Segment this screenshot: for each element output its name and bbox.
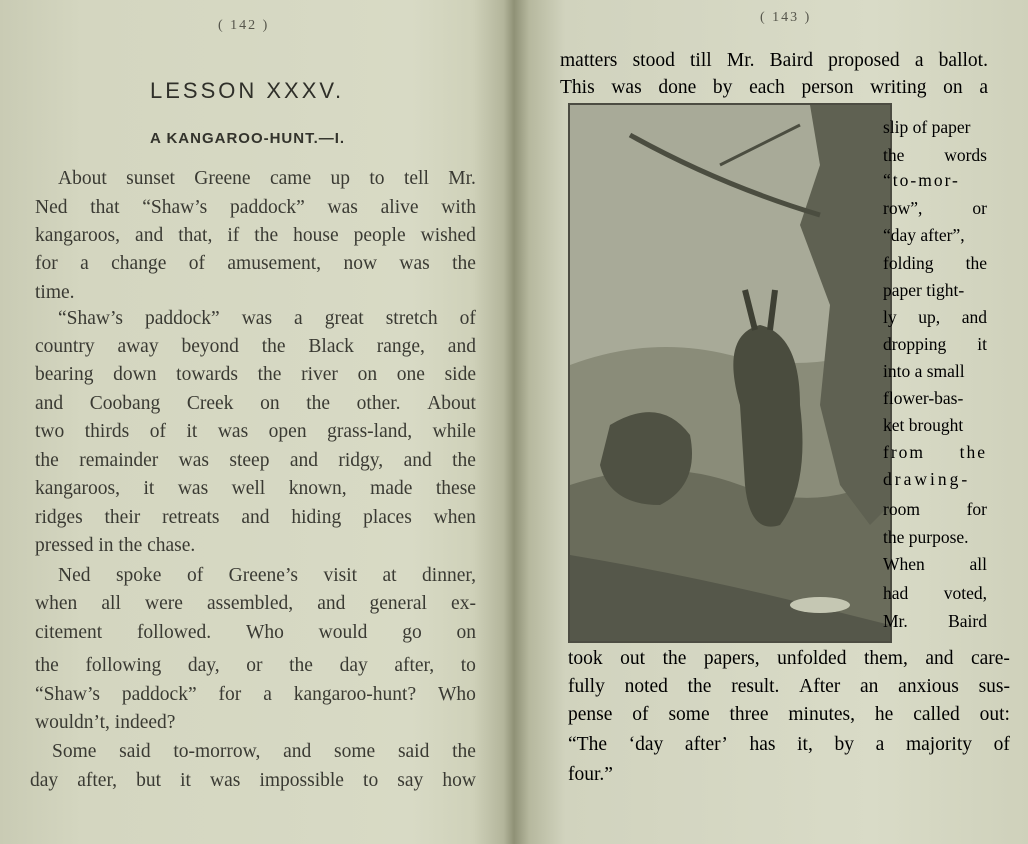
text-line: This was done by each person writing on a (560, 77, 988, 98)
text-line: day after, but it was impossible to say how (30, 770, 476, 791)
text-line: About sunset Greene came up to tell Mr. (58, 168, 476, 189)
text-line: the purpose. (883, 527, 969, 547)
text-line: paper tight- (883, 280, 965, 300)
text-line: country away beyond the Black range, and (35, 336, 476, 357)
text-line: folding the (883, 253, 987, 273)
left-page (0, 0, 505, 844)
text-line: kangaroos, and that, if the house people wished (35, 225, 476, 246)
text-line: ket brought (883, 415, 964, 435)
text-line: from the (883, 442, 987, 462)
text-line: room for (883, 499, 987, 519)
text-line: citement followed. Who would go on (35, 622, 476, 643)
text-line: when all were assembled, and general ex- (35, 593, 476, 614)
text-line: ridges their retreats and hiding places when (35, 507, 476, 528)
text-line: had voted, (883, 583, 987, 603)
text-line: Some said to-morrow, and some said the (52, 741, 476, 762)
text-line: for a change of amusement, now was the (35, 253, 476, 274)
text-line: dropping it (883, 334, 987, 354)
text-line: slip of paper (883, 117, 971, 137)
page-number-right: ( 143 ) (760, 10, 812, 25)
text-line: Mr. Baird (883, 611, 987, 631)
text-line: bearing down towards the river on one side (35, 364, 476, 385)
text-line: wouldn’t, indeed? (35, 712, 176, 733)
text-line: fully noted the result. After an anxious sus- (568, 676, 1010, 697)
page-number-left: ( 142 ) (218, 18, 270, 33)
text-line: ly up, and (883, 307, 987, 327)
text-line: the words (883, 145, 987, 165)
text-line: pense of some three minutes, he called out: (568, 704, 1010, 725)
text-line: When all (883, 554, 987, 574)
text-line: Ned spoke of Greene’s visit at dinner, (58, 565, 476, 586)
text-line: row”, or (883, 198, 987, 218)
text-line: took out the papers, unfolded them, and care- (568, 648, 1010, 669)
text-line: drawing- (883, 469, 971, 489)
text-line: time. (35, 282, 75, 303)
text-line: and Coobang Creek on the other. About (35, 393, 476, 414)
text-line: two thirds of it was open grass-land, while (35, 421, 476, 442)
text-line: “Shaw’s paddock” was a great stretch of (58, 308, 476, 329)
text-line: the following day, or the day after, to (35, 655, 476, 676)
text-line: kangaroos, it was well known, made these (35, 478, 476, 499)
text-line: flower-bas- (883, 388, 964, 408)
text-line: “Shaw’s paddock” for a kangaroo-hunt? Who (35, 684, 476, 705)
lesson-title: LESSON XXXV. (150, 78, 345, 103)
text-line: four.” (568, 764, 613, 785)
text-line: pressed in the chase. (35, 535, 196, 556)
text-line: “to-mor- (883, 170, 960, 190)
text-line: the remainder was steep and ridgy, and the (35, 450, 476, 471)
text-line: “day after”, (883, 225, 965, 245)
kangaroo-illustration (568, 103, 892, 643)
lesson-subtitle: A KANGAROO-HUNT.—I. (150, 130, 346, 147)
text-line: into a small (883, 361, 965, 381)
text-line: “The ‘day after’ has it, by a majority of (568, 734, 1010, 755)
text-line: Ned that “Shaw’s paddock” was alive with (35, 197, 476, 218)
text-line: matters stood till Mr. Baird proposed a ballot. (560, 50, 988, 71)
